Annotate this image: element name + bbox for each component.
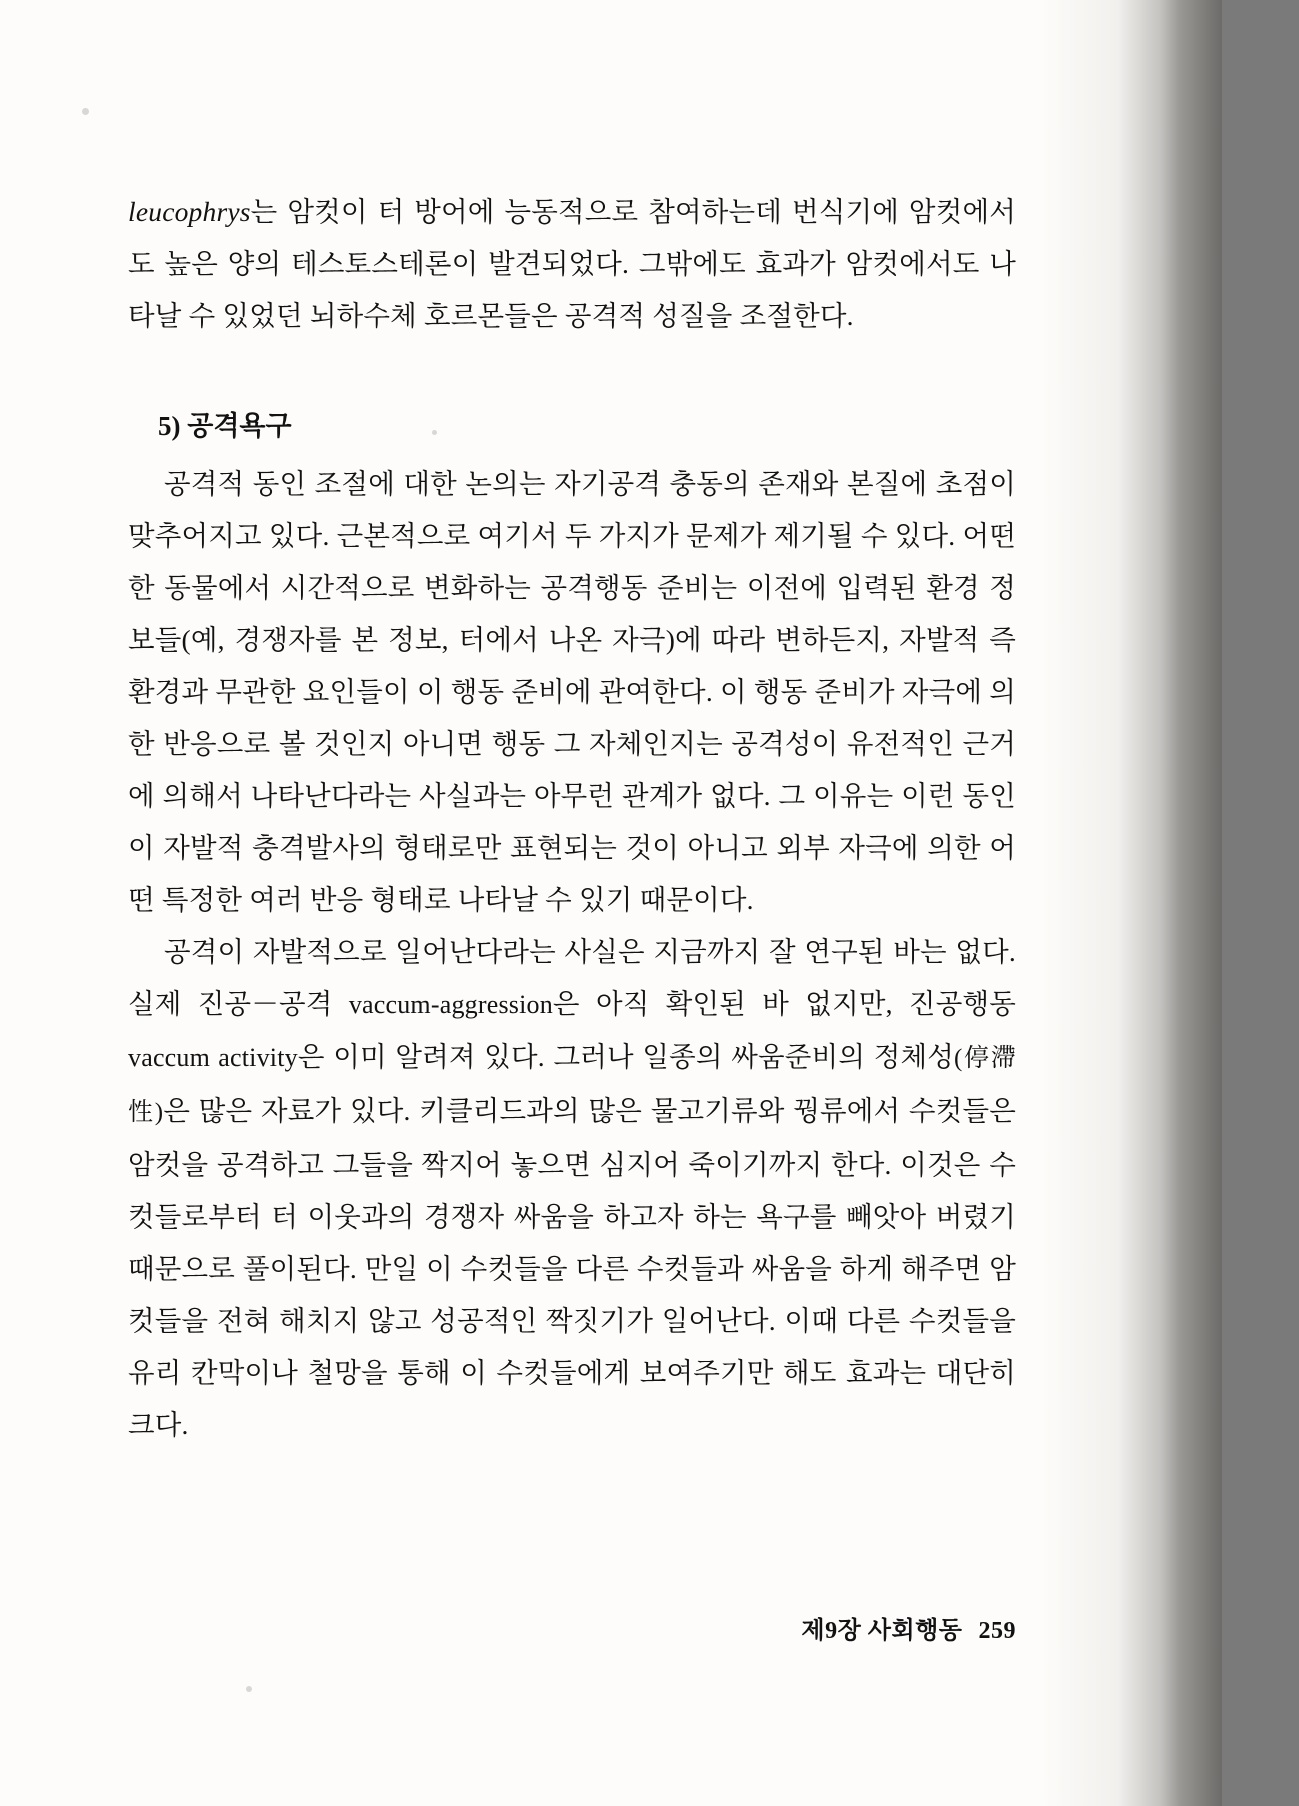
latin-term-vaccum-aggression: vaccum-aggression [348,990,553,1019]
paragraph-3-part1: 공격이 자발적으로 일어난다라는 사실은 지금까지 잘 연구된 바는 없다. 실제 진공－공격 [128,936,1016,1019]
paragraph-3-part3: 은 이미 알려져 있다. 그러나 일종의 싸움준비의 정체성 [297,1041,954,1072]
hanja-gloss: (停滯性) [128,1045,1016,1126]
scan-speck [82,108,89,115]
page-footer [128,1610,1016,1645]
footer-chapter-title: 제9장 사회행동 [801,1618,963,1644]
italic-species-name: leucophrys [128,196,251,227]
paragraph-3 [128,926,1016,1451]
paragraph-3-part4: 은 많은 자료가 있다. 키클리드과의 많은 물고기류와 꿩류에서 수컷들은 암컷을 공격하고 그들을 짝지어 놓으면 심지어 죽이기까지 한다. 이것은 수컷들로부터 터 이웃과의 경쟁자 싸움을 하고자 하는 욕구를 빼앗아 버렸기 때문으로 풀이된다. 만일 이 수컷들을 다른 수컷들과 싸움을 하게 해주면 암컷들을 전혀 해치지 않고 성공적인 짝짓기가 일어난다. 이때 다른 수컷들을 유리 칸막이나 철망을 통해 이 수컷들에게 보여주기만 해도 효과는 대단히 크다. [128,1095,1016,1440]
section-heading: 5) 공격욕구 [158,411,292,441]
page-outer-edge [1180,0,1222,1806]
paragraph-1-text: 는 암컷이 터 방어에 능동적으로 참여하는데 번식기에 암컷에서도 높은 양의 테스토스테론이 발견되었다. 그밖에도 효과가 암컷에서도 나타날 수 있었던 뇌하수체 호르몬들은 공격적 성질을 조절한다. [128,196,1016,331]
paragraph-spacer [128,342,1016,400]
latin-term-vaccum-activity: vaccum activity [128,1043,298,1072]
paragraph-3-part2: 은 아직 확인된 바 없지만, 진공행동 [552,988,1016,1019]
paragraph-1 [128,186,1016,342]
page-gutter-shadow [1040,0,1180,1806]
paragraph-2: 공격적 동인 조절에 대한 논의는 자기공격 충동의 존재와 본질에 초점이 맞추어지고 있다. 근본적으로 여기서 두 가지가 문제가 제기될 수 있다. 어떤 한 동물에서 시간적으로 변화하는 공격행동 준비는 이전에 입력된 환경 정보들(예, 경쟁자를 본 정보, 터에서 나온 자극)에 따라 변하든지, 자발적 즉 환경과 무관한 요인들이 이 행동 준비에 관여한다. 이 행동 준비가 자극에 의한 반응으로 볼 것인지 아니면 행동 그 자체인지는 공격성이 유전적인 근거에 의해서 나타난다라는 사실과는 아무런 관계가 없다. 그 이유는 이런 동인이 자발적 충격발사의 형태로만 표현되는 것이 아니고 외부 자극에 의한 어떤 특정한 여러 반응 형태로 나타날 수 있기 때문이다. [128,468,1016,915]
scan-speck [246,1686,252,1692]
footer-page-number: 259 [978,1618,1016,1644]
body-text-column [128,186,1016,1451]
